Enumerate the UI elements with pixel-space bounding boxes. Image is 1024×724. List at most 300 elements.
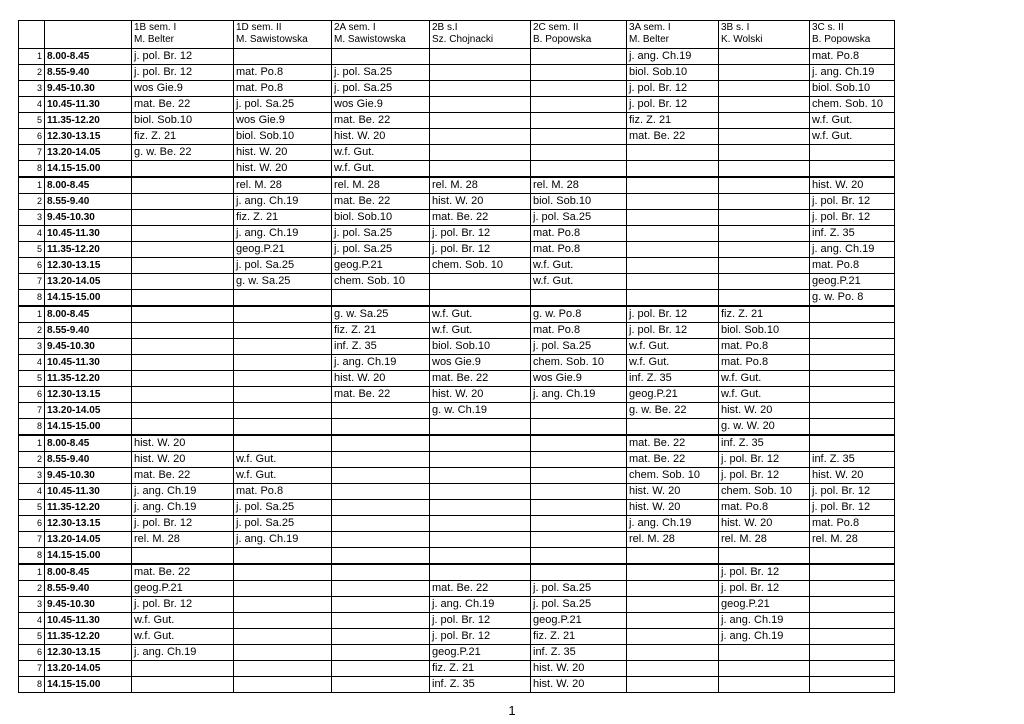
header-corner-time [45,21,132,49]
lesson-cell [332,532,430,548]
lesson-cell: g. w. Be. 22 [627,403,719,419]
lesson-cell [430,532,531,548]
lesson-cell: mat. Po.8 [719,355,810,371]
lesson-cell: hist. W. 20 [627,484,719,500]
lesson-row [19,339,895,355]
lesson-cell: j. pol. Sa.25 [332,242,430,258]
lesson-cell: mat. Po.8 [719,339,810,355]
lesson-number: 8 [19,290,45,307]
lesson-cell [332,677,430,693]
class-name: 2A sem. I [334,22,376,33]
lesson-cell [627,145,719,161]
lesson-cell [627,258,719,274]
lesson-cell: j. pol. Br. 12 [430,226,531,242]
lesson-number: 1 [19,564,45,581]
lesson-cell: chem. Sob. 10 [332,274,430,290]
lesson-cell: j. ang. Ch.19 [132,645,234,661]
lesson-cell: j. ang. Ch.19 [132,500,234,516]
lesson-row [19,387,895,403]
lesson-cell [810,581,895,597]
lesson-cell [719,677,810,693]
lesson-number: 2 [19,323,45,339]
lesson-cell: j. ang. Ch.19 [430,597,531,613]
class-teacher: K. Wolski [721,34,763,45]
lesson-cell: mat. Be. 22 [430,581,531,597]
lesson-cell: w.f. Gut. [627,339,719,355]
class-header [132,21,234,49]
lesson-cell [332,500,430,516]
lesson-cell [627,419,719,436]
lesson-time: 12.30-13.15 [45,258,132,274]
lesson-cell: j. pol. Br. 12 [430,242,531,258]
lesson-number: 6 [19,516,45,532]
class-header [810,21,895,49]
lesson-cell [430,145,531,161]
lesson-cell: hist. W. 20 [430,387,531,403]
lesson-cell [719,97,810,113]
lesson-cell: fiz. Z. 21 [234,210,332,226]
lesson-number: 1 [19,306,45,323]
lesson-row [19,290,895,307]
lesson-cell [132,258,234,274]
lesson-cell [332,49,430,65]
lesson-time: 10.45-11.30 [45,355,132,371]
lesson-cell [234,403,332,419]
class-teacher: M. Belter [629,34,670,45]
lesson-cell [810,323,895,339]
lesson-number: 6 [19,387,45,403]
lesson-cell: mat. Po.8 [531,323,627,339]
lesson-cell [234,339,332,355]
lesson-cell [234,597,332,613]
lesson-cell: j. ang. Ch.19 [627,516,719,532]
lesson-cell: j. pol. Br. 12 [132,597,234,613]
lesson-row [19,564,895,581]
lesson-cell: biol. Sob.10 [810,81,895,97]
class-name: 2B s.I [432,22,458,33]
class-name: 1B sem. I [134,22,177,33]
lesson-cell [531,484,627,500]
lesson-cell: wos Gie.9 [132,81,234,97]
lesson-cell: chem. Sob. 10 [531,355,627,371]
lesson-row [19,177,895,194]
lesson-time: 11.35-12.20 [45,629,132,645]
lesson-cell: w.f. Gut. [234,452,332,468]
lesson-row [19,452,895,468]
lesson-cell [234,677,332,693]
lesson-time: 8.00-8.45 [45,49,132,65]
lesson-cell: inf. Z. 35 [332,339,430,355]
lesson-cell [132,371,234,387]
class-teacher: M. Sawistowska [334,34,406,45]
lesson-row [19,161,895,178]
lesson-number: 5 [19,371,45,387]
lesson-cell [531,161,627,178]
lesson-cell: j. pol. Br. 12 [810,194,895,210]
lesson-row [19,435,895,452]
lesson-cell [132,161,234,178]
lesson-cell: rel. M. 28 [627,532,719,548]
class-teacher: M. Sawistowska [236,34,308,45]
lesson-cell [531,468,627,484]
lesson-cell [719,645,810,661]
lesson-cell [332,468,430,484]
lesson-cell: w.f. Gut. [719,387,810,403]
lesson-cell: j. pol. Br. 12 [430,613,531,629]
lesson-cell [719,81,810,97]
header-row [19,21,895,49]
lesson-cell [627,629,719,645]
lesson-cell [332,613,430,629]
page-number: 1 [508,703,516,718]
lesson-time: 13.20-14.05 [45,403,132,419]
lesson-row [19,242,895,258]
lesson-cell [627,242,719,258]
lesson-cell [810,355,895,371]
lesson-number: 2 [19,65,45,81]
lesson-cell: j. pol. Br. 12 [132,49,234,65]
class-header [627,21,719,49]
lesson-cell [810,597,895,613]
lesson-cell: mat. Be. 22 [332,113,430,129]
lesson-cell [719,548,810,565]
lesson-cell: mat. Po.8 [810,258,895,274]
class-name: 3A sem. I [629,22,671,33]
lesson-number: 4 [19,613,45,629]
class-teacher: B. Popowska [812,34,871,45]
lesson-time: 12.30-13.15 [45,645,132,661]
lesson-cell [430,419,531,436]
lesson-cell [810,661,895,677]
lesson-cell: j. pol. Br. 12 [132,516,234,532]
lesson-cell: mat. Be. 22 [627,435,719,452]
lesson-cell [627,226,719,242]
lesson-cell [332,661,430,677]
lesson-cell: wos Gie.9 [332,97,430,113]
lesson-cell: w.f. Gut. [810,129,895,145]
lesson-cell [332,452,430,468]
lesson-cell: geog.P.21 [430,645,531,661]
lesson-cell [132,290,234,307]
lesson-cell: w.f. Gut. [332,161,430,178]
lesson-cell [531,532,627,548]
lesson-cell [332,581,430,597]
lesson-cell: inf. Z. 35 [810,452,895,468]
lesson-number: 4 [19,355,45,371]
lesson-time: 8.00-8.45 [45,435,132,452]
lesson-number: 6 [19,645,45,661]
lesson-cell: mat. Be. 22 [132,564,234,581]
lesson-cell [810,145,895,161]
lesson-time: 13.20-14.05 [45,532,132,548]
lesson-row [19,97,895,113]
lesson-cell: hist. W. 20 [531,677,627,693]
lesson-cell [627,597,719,613]
lesson-cell [531,548,627,565]
lesson-number: 4 [19,484,45,500]
lesson-cell [810,564,895,581]
lesson-cell: biol. Sob.10 [719,323,810,339]
header-corner-num [19,21,45,49]
lesson-time: 11.35-12.20 [45,500,132,516]
lesson-cell [810,435,895,452]
lesson-row [19,403,895,419]
lesson-cell [719,194,810,210]
lesson-time: 13.20-14.05 [45,145,132,161]
lesson-cell [531,452,627,468]
lesson-number: 8 [19,419,45,436]
lesson-cell [234,564,332,581]
lesson-cell: rel. M. 28 [132,532,234,548]
lesson-cell [531,49,627,65]
class-name: 3C s. II [812,22,844,33]
lesson-cell [719,290,810,307]
lesson-cell: hist. W. 20 [332,129,430,145]
lesson-cell [332,403,430,419]
lesson-number: 8 [19,677,45,693]
lesson-cell: mat. Po.8 [234,484,332,500]
lesson-cell: w.f. Gut. [627,355,719,371]
lesson-cell [332,548,430,565]
lesson-cell [234,645,332,661]
lesson-number: 7 [19,661,45,677]
lesson-cell: mat. Be. 22 [332,194,430,210]
lesson-cell: hist. W. 20 [531,661,627,677]
lesson-cell [132,387,234,403]
lesson-cell [627,177,719,194]
class-teacher: Sz. Chojnacki [432,34,494,45]
lesson-cell [132,548,234,565]
lesson-cell [627,290,719,307]
lesson-cell: inf. Z. 35 [810,226,895,242]
lesson-cell [234,49,332,65]
lesson-cell [132,274,234,290]
lesson-cell: inf. Z. 35 [719,435,810,452]
lesson-time: 12.30-13.15 [45,387,132,403]
lesson-row [19,49,895,65]
lesson-cell: rel. M. 28 [810,532,895,548]
lesson-cell: j. ang. Ch.19 [132,484,234,500]
lesson-cell: w.f. Gut. [132,613,234,629]
class-name: 2C sem. II [533,22,579,33]
lesson-cell [810,419,895,436]
lesson-row [19,677,895,693]
lesson-row [19,516,895,532]
lesson-cell: geog.P.21 [531,613,627,629]
lesson-cell: fiz. Z. 21 [132,129,234,145]
lesson-time: 9.45-10.30 [45,339,132,355]
lesson-cell [430,65,531,81]
lesson-number: 5 [19,113,45,129]
lesson-time: 8.55-9.40 [45,65,132,81]
lesson-number: 3 [19,81,45,97]
lesson-cell: fiz. Z. 21 [627,113,719,129]
lesson-cell: chem. Sob. 10 [627,468,719,484]
lesson-cell [531,516,627,532]
lesson-cell [531,113,627,129]
lesson-cell [531,419,627,436]
lesson-cell [627,564,719,581]
lesson-cell [234,419,332,436]
lesson-time: 8.55-9.40 [45,323,132,339]
lesson-cell: g. w. Po. 8 [810,290,895,307]
lesson-row [19,145,895,161]
lesson-cell: mat. Po.8 [234,81,332,97]
lesson-cell: biol. Sob.10 [430,339,531,355]
lesson-cell: mat. Po.8 [531,226,627,242]
lesson-time: 9.45-10.30 [45,210,132,226]
lesson-cell [132,677,234,693]
lesson-cell: j. ang. Ch.19 [332,355,430,371]
lesson-cell: biol. Sob.10 [627,65,719,81]
lesson-number: 3 [19,597,45,613]
lesson-cell: hist. W. 20 [719,516,810,532]
timetable-body [19,49,895,693]
lesson-number: 3 [19,339,45,355]
lesson-number: 2 [19,452,45,468]
lesson-cell: geog.P.21 [332,258,430,274]
lesson-time: 11.35-12.20 [45,113,132,129]
lesson-number: 1 [19,177,45,194]
lesson-cell: rel. M. 28 [332,177,430,194]
lesson-cell: inf. Z. 35 [531,645,627,661]
lesson-row [19,484,895,500]
class-teacher: B. Popowska [533,34,592,45]
lesson-cell [719,226,810,242]
lesson-cell: j. ang. Ch.19 [234,194,332,210]
lesson-cell [531,65,627,81]
lesson-cell: j. pol. Br. 12 [719,564,810,581]
lesson-cell: j. pol. Sa.25 [531,581,627,597]
lesson-row [19,113,895,129]
lesson-cell: j. pol. Br. 12 [719,452,810,468]
class-header [430,21,531,49]
lesson-cell [531,500,627,516]
lesson-row [19,194,895,210]
lesson-cell [430,452,531,468]
lesson-cell: hist. W. 20 [430,194,531,210]
lesson-cell [132,323,234,339]
lesson-cell: hist. W. 20 [810,468,895,484]
lesson-row [19,274,895,290]
lesson-cell: j. pol. Br. 12 [719,581,810,597]
lesson-row [19,258,895,274]
lesson-cell: j. pol. Br. 12 [627,81,719,97]
lesson-cell: fiz. Z. 21 [719,306,810,323]
lesson-cell: hist. W. 20 [810,177,895,194]
lesson-number: 6 [19,258,45,274]
lesson-row [19,597,895,613]
lesson-cell: w.f. Gut. [132,629,234,645]
lesson-cell: j. ang. Ch.19 [719,613,810,629]
lesson-time: 11.35-12.20 [45,242,132,258]
lesson-cell: hist. W. 20 [234,145,332,161]
lesson-cell [719,210,810,226]
class-header [531,21,627,49]
lesson-cell: j. pol. Br. 12 [719,468,810,484]
lesson-number: 7 [19,274,45,290]
lesson-cell: wos Gie.9 [531,371,627,387]
lesson-row [19,468,895,484]
lesson-number: 5 [19,629,45,645]
lesson-cell [332,419,430,436]
lesson-cell [531,435,627,452]
lesson-cell [531,81,627,97]
lesson-cell [430,274,531,290]
lesson-cell [627,194,719,210]
lesson-time: 14.15-15.00 [45,548,132,565]
lesson-time: 10.45-11.30 [45,97,132,113]
lesson-row [19,355,895,371]
lesson-time: 14.15-15.00 [45,419,132,436]
lesson-cell: mat. Po.8 [810,49,895,65]
lesson-cell: chem. Sob. 10 [430,258,531,274]
lesson-cell [627,677,719,693]
lesson-cell: chem. Sob. 10 [810,97,895,113]
lesson-cell: j. pol. Br. 12 [132,65,234,81]
lesson-cell: rel. M. 28 [719,532,810,548]
lesson-cell [430,97,531,113]
lesson-cell: biol. Sob.10 [332,210,430,226]
lesson-cell [430,113,531,129]
lesson-cell: j. pol. Sa.25 [332,65,430,81]
lesson-time: 8.00-8.45 [45,564,132,581]
lesson-cell: j. ang. Ch.19 [531,387,627,403]
lesson-cell [430,516,531,532]
lesson-cell [332,645,430,661]
lesson-cell: fiz. Z. 21 [332,323,430,339]
lesson-cell [430,161,531,178]
lesson-time: 9.45-10.30 [45,81,132,97]
lesson-cell [719,177,810,194]
lesson-cell: geog.P.21 [234,242,332,258]
lesson-cell [132,226,234,242]
lesson-time: 8.00-8.45 [45,306,132,323]
lesson-number: 5 [19,500,45,516]
lesson-cell [430,290,531,307]
lesson-cell [332,629,430,645]
lesson-time: 14.15-15.00 [45,161,132,178]
lesson-cell [332,597,430,613]
lesson-cell [810,645,895,661]
lesson-time: 14.15-15.00 [45,290,132,307]
lesson-cell [430,129,531,145]
lesson-cell [234,323,332,339]
lesson-cell [234,371,332,387]
lesson-time: 13.20-14.05 [45,274,132,290]
lesson-cell [531,290,627,307]
lesson-cell [810,677,895,693]
lesson-cell: j. pol. Sa.25 [234,97,332,113]
lesson-cell [719,258,810,274]
lesson-cell: j. ang. Ch.19 [627,49,719,65]
lesson-number: 8 [19,161,45,178]
lesson-cell [810,403,895,419]
lesson-cell: j. pol. Sa.25 [531,210,627,226]
lesson-cell [810,387,895,403]
lesson-cell: geog.P.21 [719,597,810,613]
lesson-cell: g. w. W. 20 [719,419,810,436]
lesson-cell [234,290,332,307]
lesson-number: 7 [19,145,45,161]
lesson-time: 8.00-8.45 [45,177,132,194]
timetable [18,20,895,693]
lesson-cell: wos Gie.9 [430,355,531,371]
lesson-cell: mat. Po.8 [810,516,895,532]
lesson-cell [810,371,895,387]
class-teacher: M. Belter [134,34,175,45]
lesson-cell [132,419,234,436]
